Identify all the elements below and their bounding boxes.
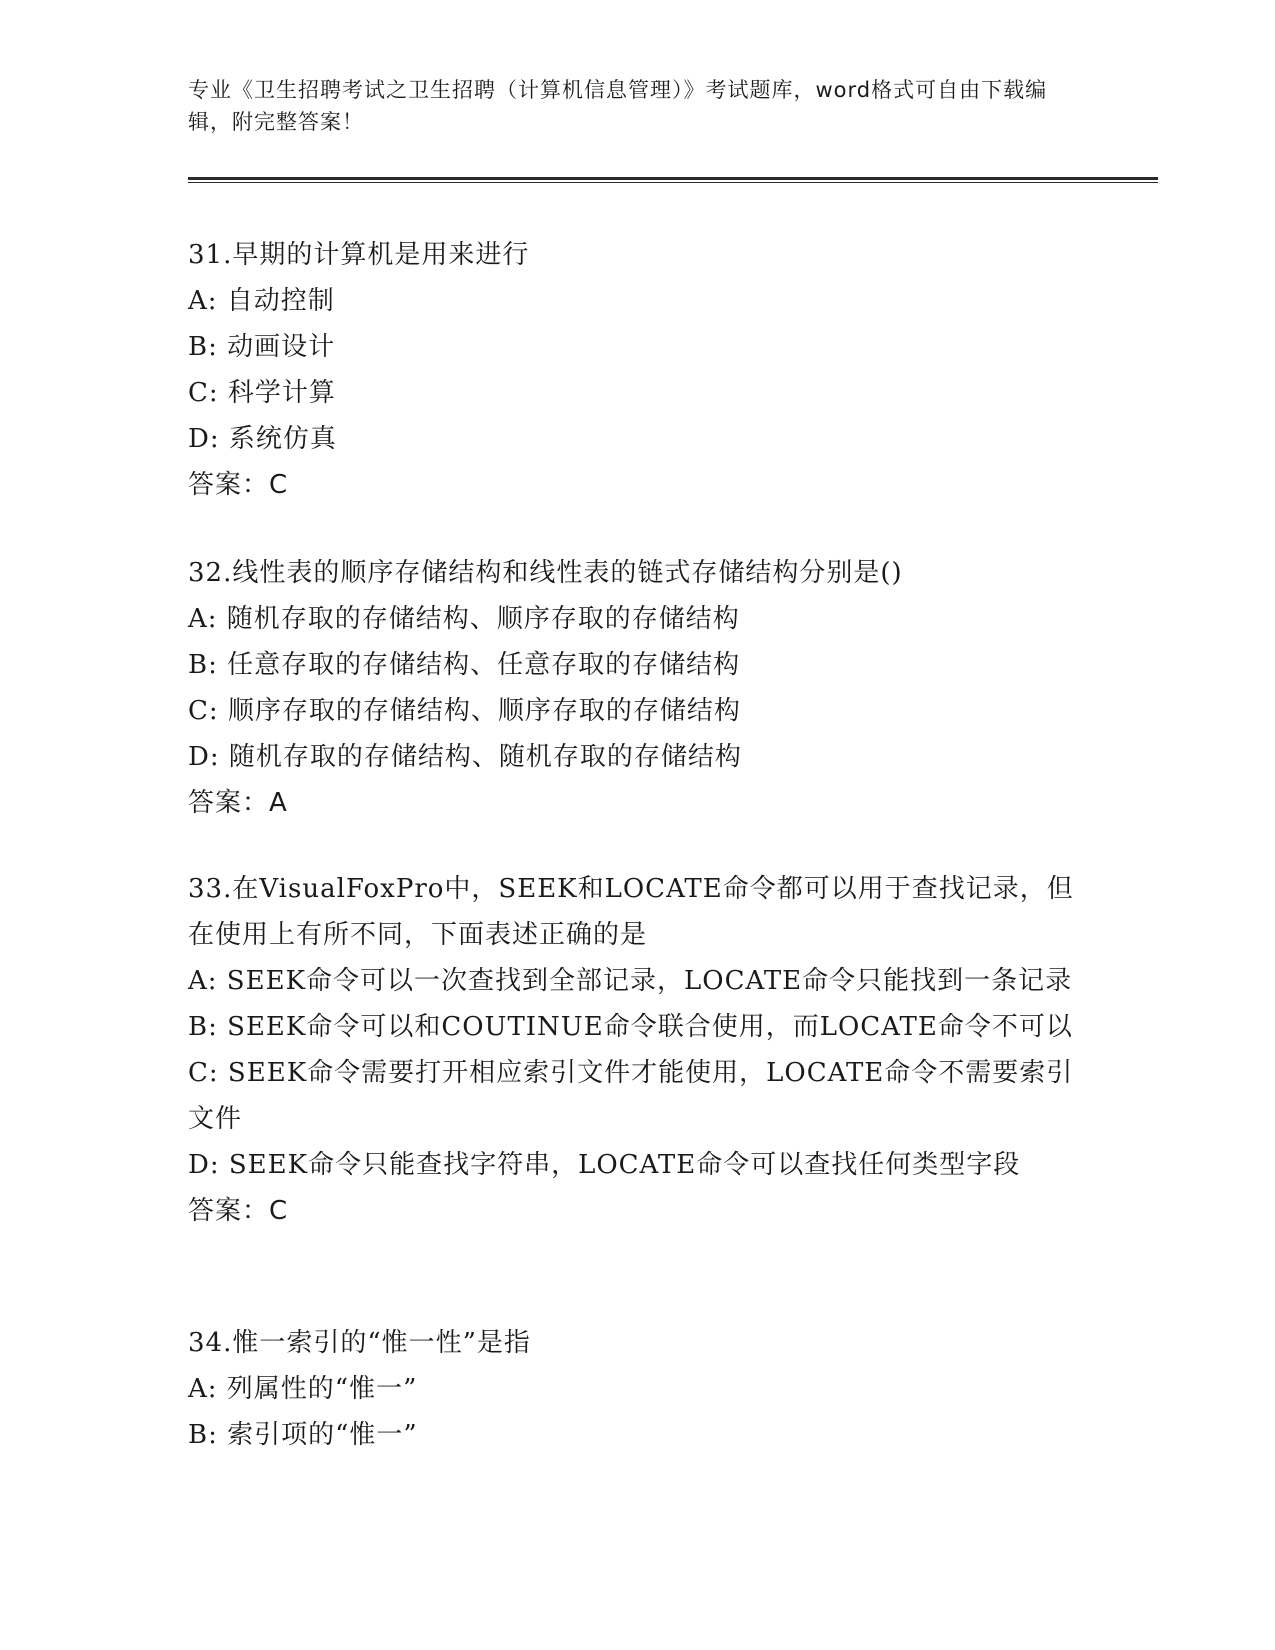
question-33 [188, 866, 1088, 1234]
option-a: A: 列属性的“惟一” [188, 1374, 418, 1404]
option-a: A: 随机存取的存储结构、顺序存取的存储结构 [188, 604, 740, 634]
question-stem: 31.早期的计算机是用来进行 [188, 240, 530, 270]
question-stem: 32.线性表的顺序存储结构和线性表的链式存储结构分别是() [188, 558, 903, 588]
option-b: B: 索引项的“惟一” [188, 1420, 418, 1450]
option-c: C: 顺序存取的存储结构、顺序存取的存储结构 [188, 696, 741, 726]
question-32 [188, 550, 1088, 826]
option-b: B: SEEK命令可以和COUTINUE命令联合使用，而LOCATE命令不可以 [188, 1012, 1073, 1042]
option-b: B: 动画设计 [188, 332, 336, 362]
option-b: B: 任意存取的存储结构、任意存取的存储结构 [188, 650, 741, 680]
question-34 [188, 1320, 1088, 1458]
question-31 [188, 232, 1088, 508]
question-stem: 34.惟一索引的“惟一性”是指 [188, 1328, 531, 1358]
option-a: A: 自动控制 [188, 286, 335, 316]
document-intro: 专业《卫生招聘考试之卫生招聘（计算机信息管理）》考试题库，word格式可自由下载编辑，附完整答案！ [188, 78, 1048, 134]
option-c: C: 科学计算 [188, 378, 336, 408]
answer: 答案：A [188, 788, 288, 818]
option-a: A: SEEK命令可以一次查找到全部记录，LOCATE命令只能找到一条记录 [188, 966, 1073, 996]
question-stem: 33.在VisualFoxPro中，SEEK和LOCATE命令都可以用于查找记录，但在使用上有所不同，下面表述正确的是 [188, 874, 1074, 950]
option-c: C: SEEK命令需要打开相应索引文件才能使用，LOCATE命令不需要索引文件 [188, 1058, 1074, 1134]
header-rule-thick [188, 177, 1158, 180]
option-d: D: 系统仿真 [188, 424, 337, 454]
answer: 答案：C [188, 1196, 289, 1226]
answer: 答案：C [188, 470, 289, 500]
option-d: D: 随机存取的存储结构、随机存取的存储结构 [188, 742, 742, 772]
option-d: D: SEEK命令只能查找字符串，LOCATE命令可以查找任何类型字段 [188, 1150, 1021, 1180]
header-rule-thin [188, 182, 1158, 183]
